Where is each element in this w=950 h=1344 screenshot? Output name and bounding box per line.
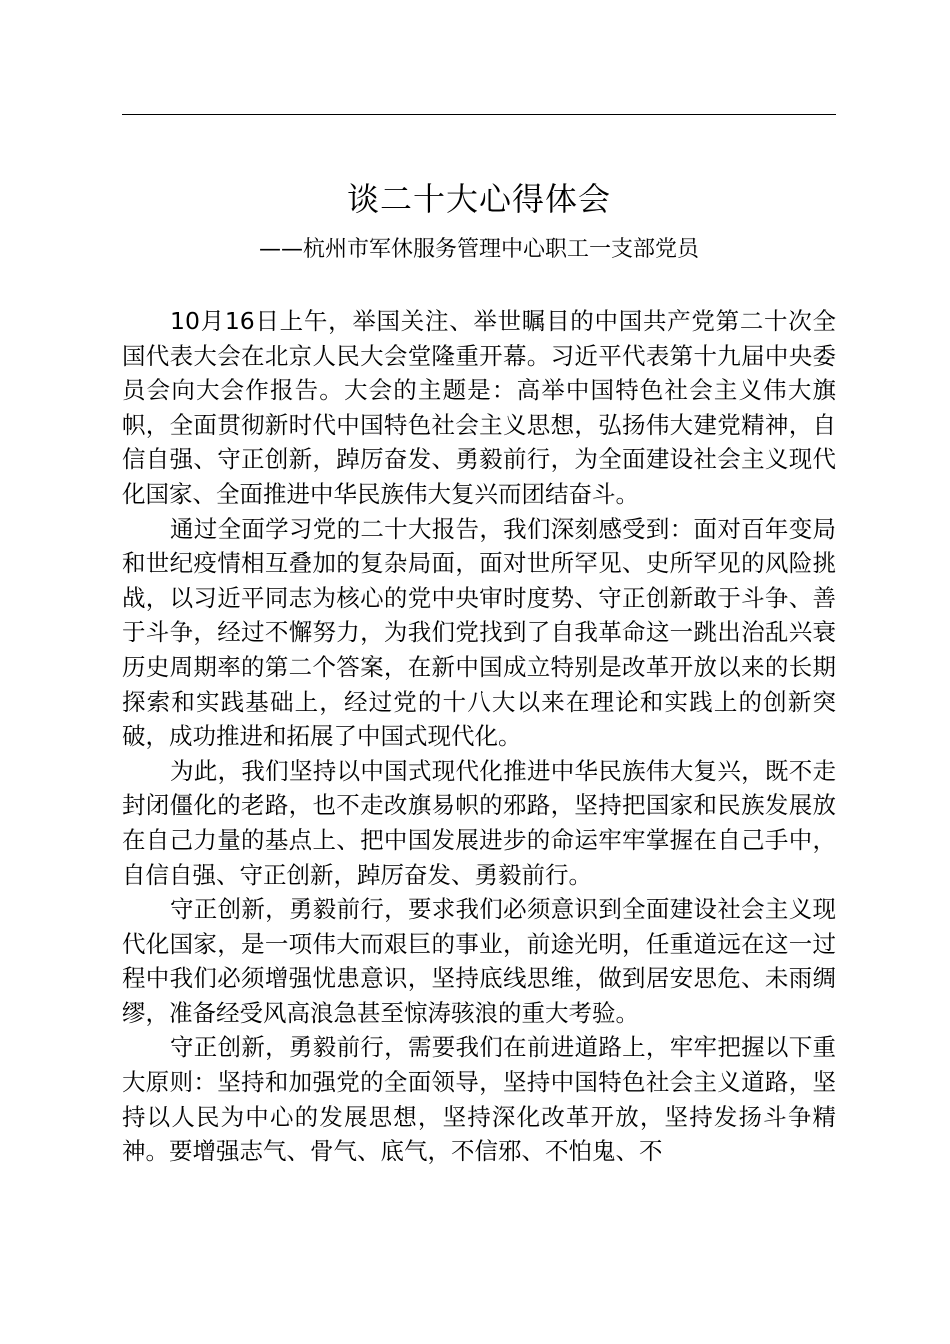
document-subtitle: ——杭州市军休服务管理中心职工一支部党员 xyxy=(258,237,699,262)
header-rule xyxy=(122,114,836,115)
paragraph-5: 守正创新，勇毅前行，需要我们在前进道路上，牢牢把握以下重大原则：坚持和加强党的全面领导，坚持中国特色社会主义道路，坚持以人民为中心的发展思想，坚持深化改革开放，坚持发扬斗争精神。要增强志气、骨气、底气，不信邪、不怕鬼、不 xyxy=(122,1033,836,1166)
paragraph-2: 通过全面学习党的二十大报告，我们深刻感受到：面对百年变局和世纪疫情相互叠加的复杂局面，面对世所罕见、史所罕见的风险挑战，以习近平同志为核心的党中央审时度势、守正创新敢于斗争、善于斗争，经过不懈努力，为我们党找到了自我革命这一跳出治乱兴衰历史周期率的第二个答案，在新中国成立特别是改革开放以来的长期探索和实践基础上，经过党的十八大以来在理论和实践上的创新突破，成功推进和拓展了中国式现代化。 xyxy=(122,514,836,751)
paragraph-4: 守正创新，勇毅前行，要求我们必须意识到全面建设社会主义现代化国家，是一项伟大而艰巨的事业，前途光明，任重道远在这一过程中我们必须增强忧患意识，坚持底线思维，做到居安思危、未雨绸缪，准备经受风高浪急甚至惊涛骇浪的重大考验。 xyxy=(122,895,836,1027)
document-title: 谈二十大心得体会 xyxy=(346,180,611,218)
document-body xyxy=(122,304,836,1169)
paragraph-3: 为此，我们坚持以中国式现代化推进中华民族伟大复兴，既不走封闭僵化的老路，也不走改旗易帜的邪路，坚持把国家和民族发展放在自己力量的基点上、把中国发展进步的命运牢牢掌握在自己手中，自信自强、守正创新，踔厉奋发、勇毅前行。 xyxy=(122,756,836,889)
paragraph-1: 10月16日上午，举国关注、举世瞩目的中国共产党第二十次全国代表大会在北京人民大会堂隆重开幕。习近平代表第十九届中央委员会向大会作报告。大会的主题是：高举中国特色社会主义伟大旗帜，全面贯彻新时代中国特色社会主义思想，弘扬伟大建党精神，自信自强、守正创新，踔厉奋发、勇毅前行，为全面建设社会主义现代化国家、全面推进中华民族伟大复兴而团结奋斗。 xyxy=(122,307,836,508)
